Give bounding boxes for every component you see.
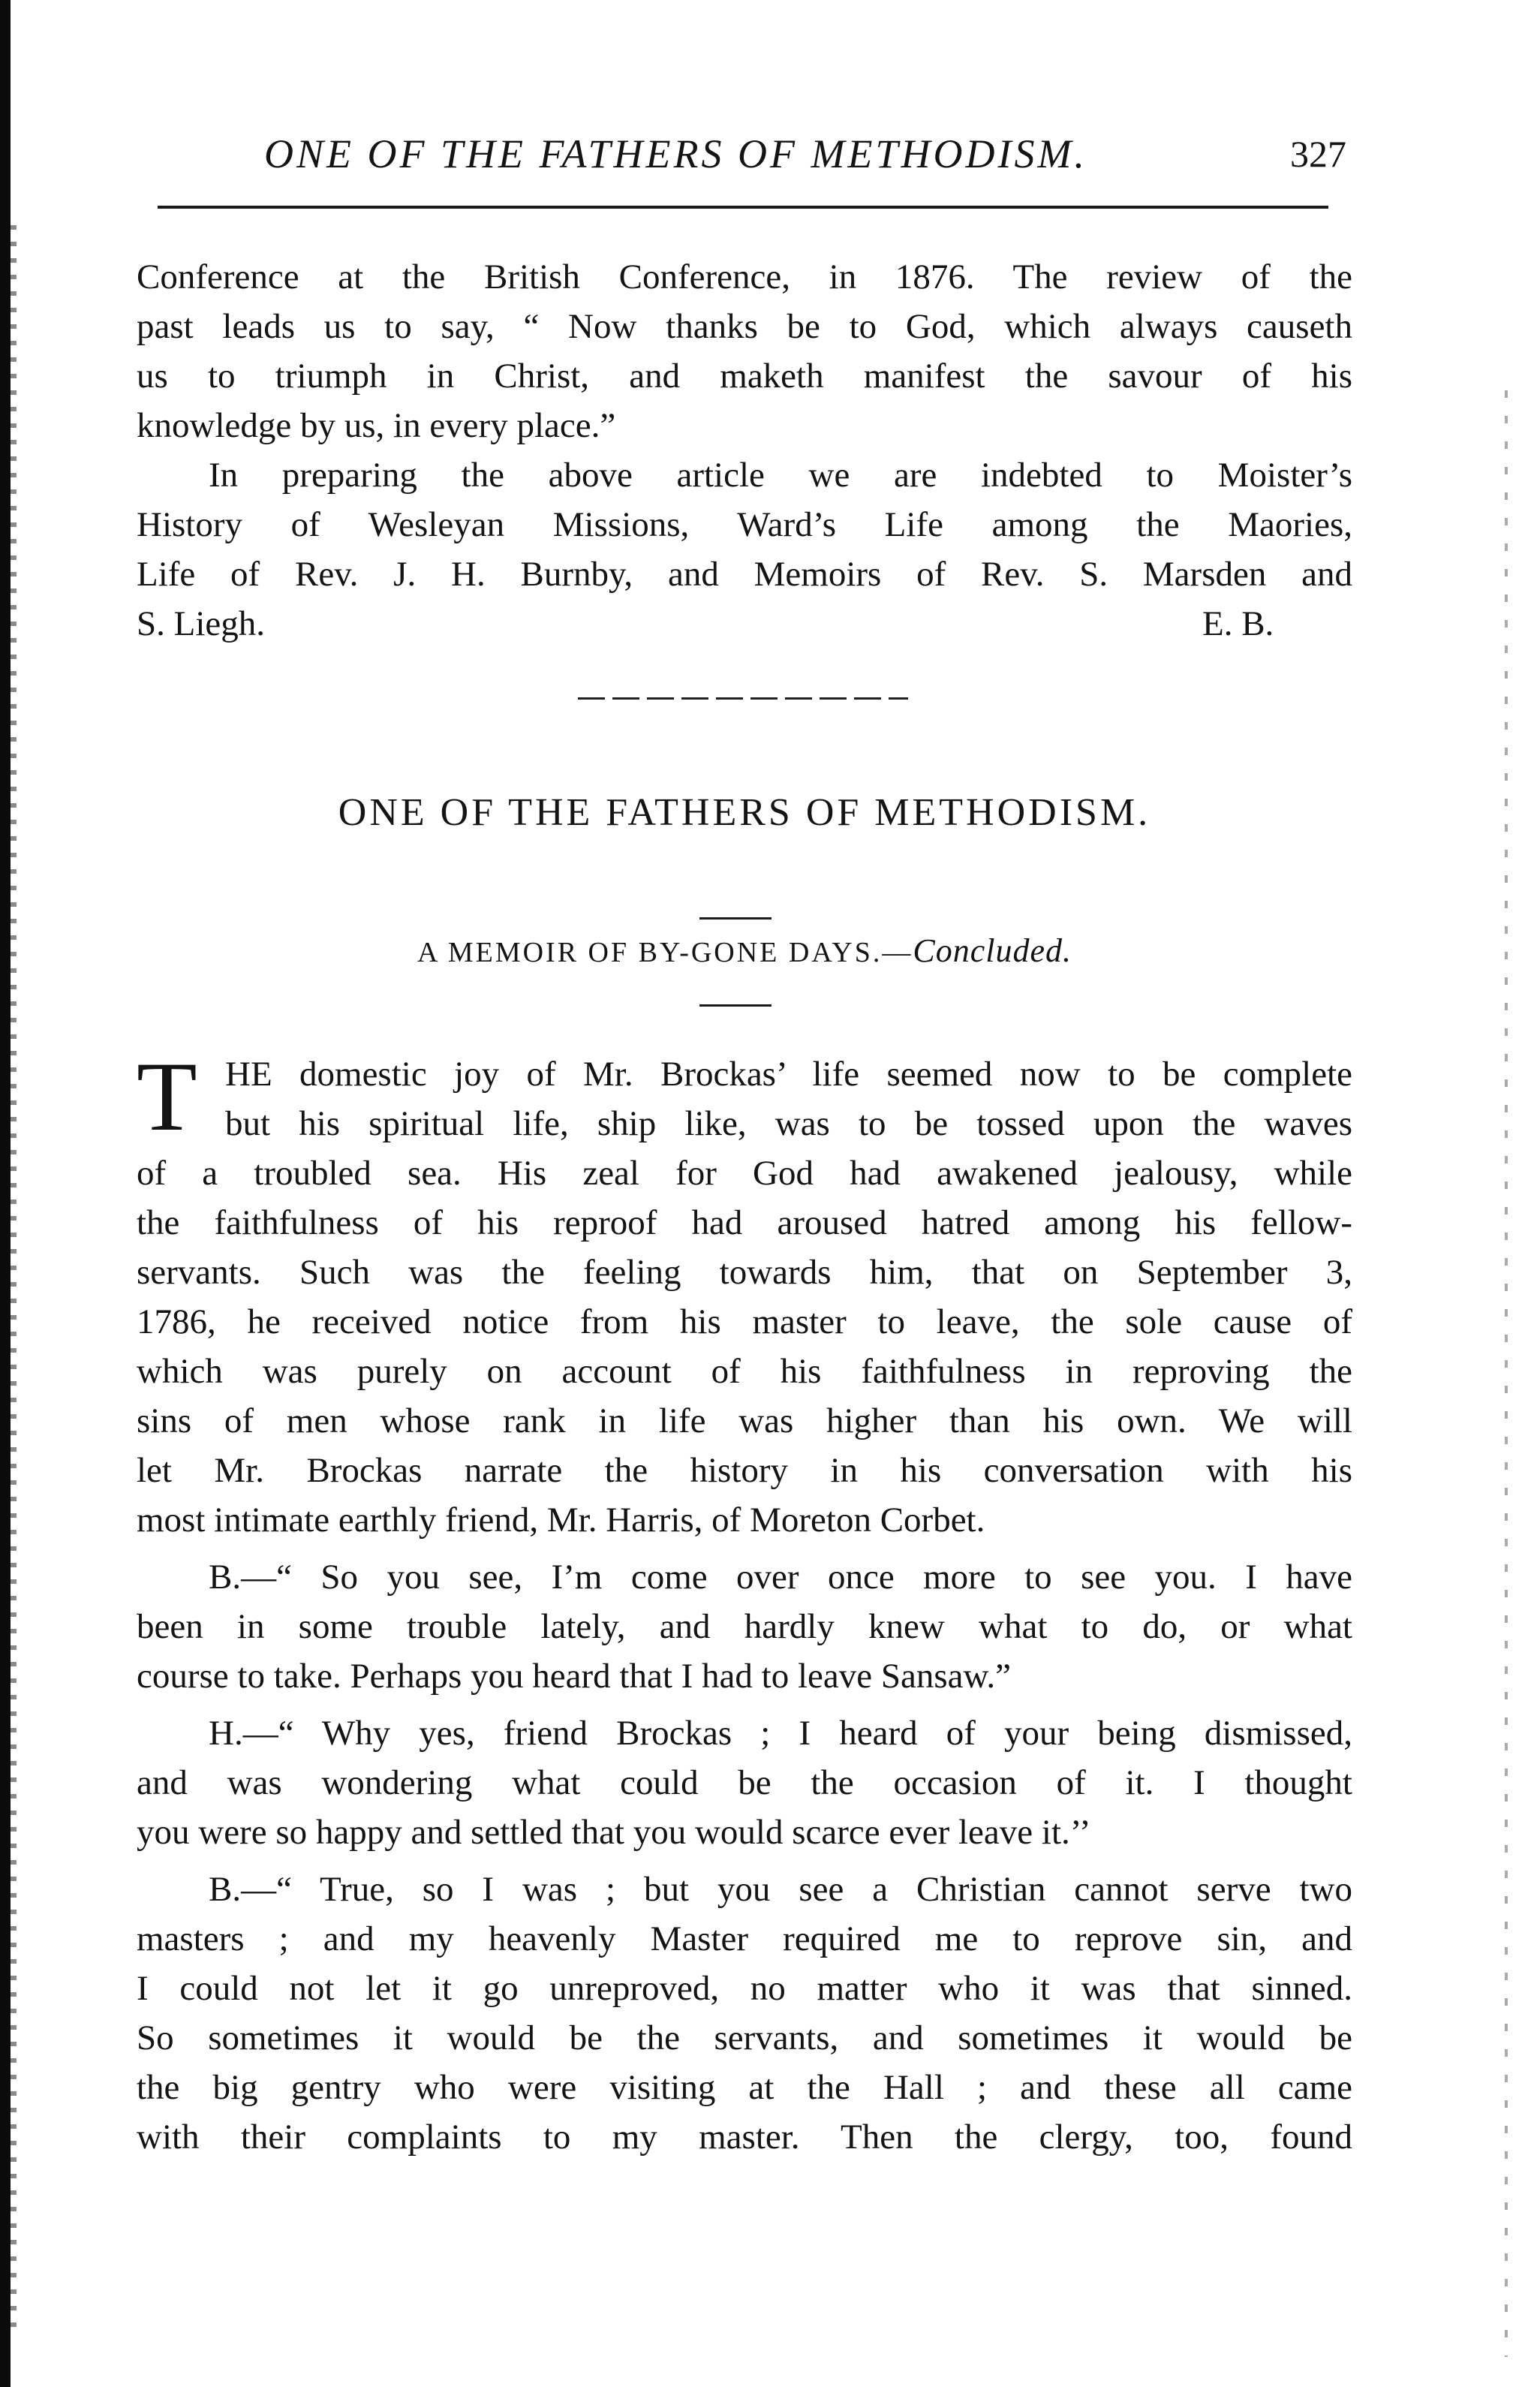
text-line: 1786, he received notice from his master to leave, the sole cause of <box>137 1302 1352 1341</box>
text-line: course to take. Perhaps you heard that I had to leave Sansaw.” <box>137 1657 1012 1696</box>
text-line: masters ; and my heavenly Master required me to reprove sin, and <box>137 1919 1352 1958</box>
text-line: most intimate earthly friend, Mr. Harris, of Moreton Corbet. <box>137 1501 985 1540</box>
text-line: us to triumph in Christ, and maketh manifest the savour of his <box>137 357 1352 396</box>
paragraph <box>137 1552 1352 1701</box>
text-line: been in some trouble lately, and hardly knew what to do, or what <box>137 1607 1352 1646</box>
paragraph <box>137 450 1352 649</box>
text-line: with their complaints to my master. Then the clergy, too, found <box>137 2118 1352 2157</box>
text-line: and was wondering what could be the occasion of it. I thought <box>137 1763 1352 1802</box>
text-line: which was purely on account of his faithfulness in reproving the <box>137 1352 1352 1391</box>
text-line: knowledge by us, in every place.” <box>137 406 616 445</box>
text-line: So sometimes it would be the servants, and sometimes it would be <box>137 2018 1352 2057</box>
text-line: I could not let it go unreproved, no matter who it was that sinned. <box>137 1969 1352 2008</box>
text-line: you were so happy and settled that you would scarce ever leave it.’’ <box>137 1813 1091 1852</box>
text-line: servants. Such was the feeling towards him, that on September 3, <box>137 1253 1352 1292</box>
text-line: History of Wesleyan Missions, Ward’s Life among the Maories, <box>137 505 1352 544</box>
subtitle-concluded: Concluded. <box>913 932 1072 969</box>
text-line: of a troubled sea. His zeal for God had awakened jealousy, while <box>137 1154 1352 1193</box>
article-body <box>137 1041 1352 2162</box>
closing-text: S. Liegh. <box>137 604 266 643</box>
paragraph <box>137 1041 1352 1545</box>
paragraph <box>137 1865 1352 2162</box>
text-line: the faithfulness of his reproof had aroused hatred among his fellow- <box>137 1203 1352 1242</box>
page-number: 327 <box>1290 133 1346 175</box>
subtitle-text: A MEMOIR OF BY-GONE DAYS.— <box>417 937 913 968</box>
text-line: sins of men whose rank in life was higher than his own. We will <box>137 1401 1352 1440</box>
article-subtitle <box>137 925 1352 979</box>
text-line: the big gentry who were visiting at the Hall ; and these all came <box>137 2068 1352 2107</box>
scan-edge-artifact-right <box>1505 390 1508 2357</box>
scan-edge-artifact <box>11 225 17 2327</box>
scan-binding-edge <box>0 0 11 2387</box>
text-line: H.—“ Why yes, friend Brockas ; I heard of your being dismissed, <box>209 1714 1352 1753</box>
paragraph <box>137 252 1352 450</box>
paragraph <box>137 1708 1352 1857</box>
text-line: Conference at the British Conference, in 1876. The review of the <box>137 257 1352 296</box>
subtitle-rule <box>699 1004 772 1007</box>
article-title: ONE OF THE FATHERS OF METHODISM. <box>338 791 1151 834</box>
text-line: B.—“ So you see, I’m come over once more to see you. I have <box>209 1558 1352 1597</box>
text-line: but his spiritual life, ship like, was to be tossed upon the waves <box>225 1104 1352 1143</box>
text-line: past leads us to say, “ Now thanks be to God, which always causeth <box>137 307 1352 346</box>
text-line: Life of Rev. J. H. Burnby, and Memoirs of Rev. S. Marsden and <box>137 555 1352 594</box>
header-rule <box>158 206 1328 209</box>
text-line: In preparing the above article we are indebted to Moister’s <box>209 456 1352 495</box>
text-line: HE domestic joy of Mr. Brockas’ life seemed now to be complete <box>225 1055 1352 1094</box>
running-head-title: ONE OF THE FATHERS OF METHODISM. <box>264 131 1087 176</box>
section-divider <box>578 697 908 700</box>
text-line: B.—“ True, so I was ; but you see a Christian cannot serve two <box>209 1870 1352 1909</box>
text-line: let Mr. Brockas narrate the history in his conversation with his <box>137 1451 1352 1490</box>
author-initials: E. B. <box>1202 604 1274 643</box>
title-rule <box>699 917 772 920</box>
signature-line <box>137 599 1352 649</box>
previous-article-text <box>137 252 1352 649</box>
book-page <box>137 0 1352 2387</box>
drop-cap: T <box>137 1041 197 1151</box>
running-head <box>137 128 1352 188</box>
